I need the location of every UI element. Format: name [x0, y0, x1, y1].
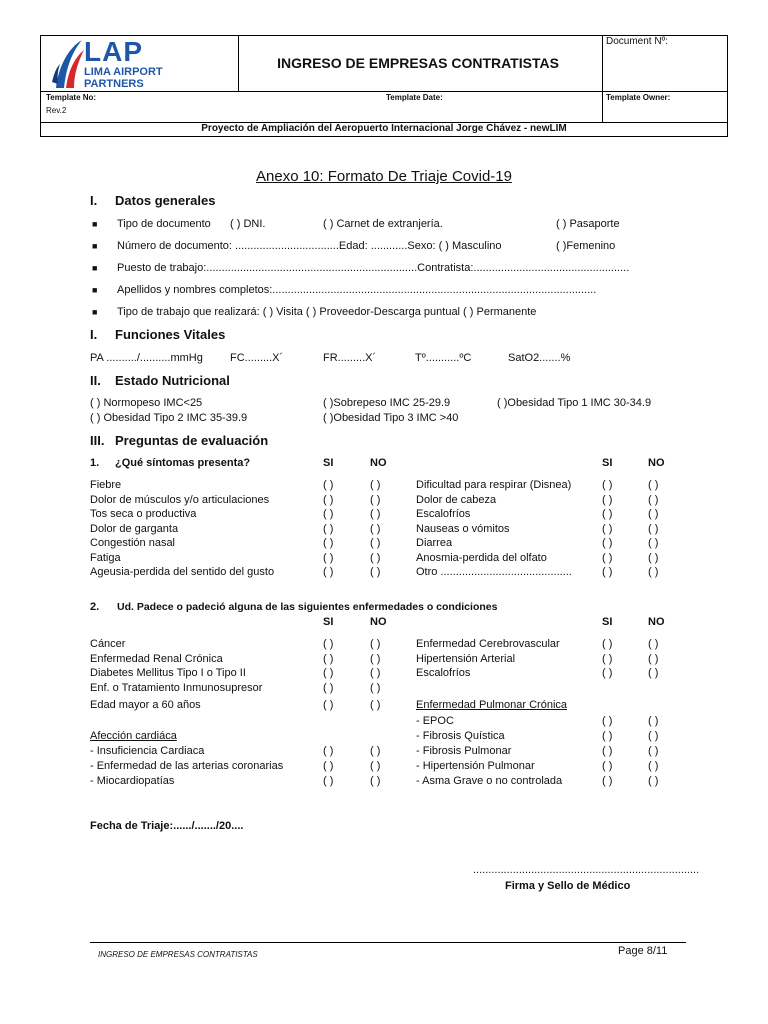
condition-label: Cáncer — [90, 638, 126, 650]
no-checkbox[interactable]: ( ) — [648, 537, 659, 549]
si-checkbox[interactable]: ( ) — [602, 730, 613, 742]
symptom-label: Dificultad para respirar (Disnea) — [416, 479, 572, 491]
no-header: NO — [370, 457, 387, 469]
no-checkbox[interactable]: ( ) — [648, 775, 659, 787]
page-number: Page 8/11 — [618, 945, 668, 957]
symptom-label: Anosmia-perdida del olfato — [416, 551, 547, 564]
no-checkbox[interactable]: ( ) — [648, 715, 659, 727]
si-checkbox[interactable]: ( ) — [323, 682, 334, 694]
si-checkbox[interactable]: ( ) — [323, 537, 334, 549]
tipo-trabajo-field[interactable]: Tipo de trabajo que realizará: ( ) Visita ( ) Proveedor-Descarga puntual ( ) Permanente — [117, 306, 537, 318]
sobrepeso-option[interactable]: ( )Sobrepeso IMC 25-29.9 — [323, 397, 451, 409]
no-checkbox[interactable]: ( ) — [370, 775, 381, 787]
section-num: I. — [90, 327, 98, 342]
template-date-label: Template Date: — [386, 93, 443, 102]
no-checkbox[interactable]: ( ) — [648, 760, 659, 772]
rev-label: Rev.2 — [46, 106, 67, 115]
si-checkbox[interactable]: ( ) — [323, 493, 334, 506]
project-name: Proyecto de Ampliación del Aeropuerto Internacional Jorge Chávez - newLIM — [201, 123, 567, 134]
symptom-label: Diarrea — [416, 537, 453, 549]
normopeso-option[interactable]: ( ) Normopeso IMC<25 — [90, 397, 203, 409]
si-checkbox[interactable]: ( ) — [602, 537, 613, 549]
symptom-label: Dolor de garganta — [90, 522, 179, 535]
condition-label: Enfermedad Cerebrovascular — [416, 638, 560, 650]
si-header: SI — [323, 457, 334, 469]
section-heading-funciones: Funciones Vitales — [115, 327, 226, 342]
no-checkbox[interactable]: ( ) — [648, 745, 659, 757]
no-checkbox[interactable]: ( ) — [370, 566, 381, 578]
section-heading-nutricional: Estado Nutricional — [115, 373, 230, 388]
form-title: Anexo 10: Formato De Triaje Covid-19 — [256, 168, 512, 185]
no-checkbox[interactable]: ( ) — [370, 508, 381, 520]
symptom-label: Dolor de cabeza — [416, 493, 497, 506]
condition-label: Escalofríos — [416, 667, 471, 679]
si-checkbox[interactable]: ( ) — [323, 479, 334, 491]
logo-lap-text: LAP — [84, 36, 143, 67]
symptom-label: Escalofríos — [416, 508, 471, 520]
no-checkbox[interactable]: ( ) — [370, 551, 381, 564]
obesidad2-option[interactable]: ( ) Obesidad Tipo 2 IMC 35-39.9 — [90, 412, 248, 424]
bullet-icon: ■ — [92, 219, 98, 229]
apellidos-field[interactable]: Apellidos y nombres completos:.......................................................................................................... — [117, 284, 597, 296]
condition-label: Enfermedad Renal Crónica — [90, 653, 223, 665]
lap-logo — [52, 38, 202, 90]
no-checkbox[interactable]: ( ) — [370, 745, 381, 757]
section-heading-datos: Datos generales — [115, 193, 216, 208]
temp-field[interactable]: Tº...........ºC — [415, 352, 472, 364]
no-checkbox[interactable]: ( ) — [370, 760, 381, 772]
sat-field[interactable]: SatO2.......% — [508, 352, 571, 364]
pulmonary-condition-label: - Fibrosis Quística — [416, 730, 505, 742]
si-checkbox[interactable]: ( ) — [323, 653, 334, 665]
firma-label: Firma y Sello de Médico — [505, 880, 631, 892]
template-owner-label: Template Owner: — [606, 93, 671, 102]
si-checkbox[interactable]: ( ) — [602, 638, 613, 650]
no-checkbox[interactable]: ( ) — [648, 479, 659, 491]
bullet-icon: ■ — [92, 285, 98, 295]
no-checkbox[interactable]: ( ) — [648, 652, 659, 665]
obesidad1-option[interactable]: ( )Obesidad Tipo 1 IMC 30-34.9 — [497, 397, 652, 409]
bullet-icon: ■ — [92, 307, 98, 317]
pulmonary-condition-label: - Asma Grave o no controlada — [416, 775, 563, 787]
obesidad3-option[interactable]: ( )Obesidad Tipo 3 IMC >40 — [323, 412, 459, 424]
no-checkbox[interactable]: ( ) — [648, 566, 659, 578]
si-checkbox[interactable]: ( ) — [602, 715, 613, 727]
tipo-doc-pasaporte[interactable]: ( ) Pasaporte — [556, 218, 620, 230]
template-no-label: Template No: — [46, 93, 97, 102]
symptom-label: Tos seca o productiva — [90, 508, 197, 520]
header-title: INGRESO DE EMPRESAS CONTRATISTAS — [277, 55, 559, 71]
condition-label: Hipertensión Arterial — [416, 652, 516, 665]
si-checkbox[interactable]: ( ) — [323, 508, 334, 520]
si-checkbox[interactable]: ( ) — [602, 566, 613, 578]
pulmonary-condition-label: - EPOC — [416, 715, 454, 727]
no-checkbox[interactable]: ( ) — [370, 667, 381, 679]
symptom-label: Fiebre — [90, 479, 122, 491]
fc-field[interactable]: FC.........X´ — [230, 352, 284, 364]
logo-line1: LIMA AIRPORT — [84, 66, 163, 78]
numero-documento-field[interactable]: Número de documento: ..................................Edad: ............Sexo: ( ) Masculino — [117, 240, 502, 252]
symptom-label: Otro ........................................... — [416, 566, 572, 578]
no-checkbox[interactable]: ( ) — [370, 537, 381, 549]
symptom-label: Ageusia-perdida del sentido del gusto — [90, 566, 275, 578]
si-checkbox[interactable]: ( ) — [323, 638, 334, 650]
no-checkbox[interactable]: ( ) — [648, 508, 659, 520]
si-checkbox[interactable]: ( ) — [323, 775, 334, 787]
no-checkbox[interactable]: ( ) — [648, 667, 659, 679]
pa-field[interactable]: PA ........../..........mmHg — [90, 352, 203, 364]
symptom-label: Dolor de músculos y/o articulaciones — [90, 493, 270, 506]
no-checkbox[interactable]: ( ) — [370, 699, 381, 711]
cardiac-condition-label: - Enfermedad de las arterias coronarias — [90, 760, 284, 772]
fr-field[interactable]: FR.........X´ — [323, 352, 377, 364]
no-checkbox[interactable]: ( ) — [370, 493, 381, 506]
header-divider — [41, 91, 727, 92]
condition-label: Enf. o Tratamiento Inmunosupresor — [90, 682, 263, 694]
tipo-doc-carnet[interactable]: ( ) Carnet de extranjería. — [323, 218, 443, 230]
no-checkbox[interactable]: ( ) — [648, 493, 659, 506]
si-header: SI — [602, 616, 613, 628]
si-checkbox[interactable]: ( ) — [602, 652, 613, 665]
cardiac-condition-label: - Insuficiencia Cardiaca — [90, 745, 205, 757]
condition-label: Diabetes Mellitus Tipo I o Tipo II — [90, 667, 246, 679]
pulmonary-condition-label: - Fibrosis Pulmonar — [416, 745, 512, 757]
no-checkbox[interactable]: ( ) — [370, 479, 381, 491]
bullet-icon: ■ — [92, 241, 98, 251]
no-checkbox[interactable]: ( ) — [370, 522, 381, 535]
document-no-label: Document Nº: — [606, 36, 669, 47]
si-checkbox[interactable]: ( ) — [602, 745, 613, 757]
no-checkbox[interactable]: ( ) — [648, 638, 659, 650]
si-header: SI — [323, 616, 334, 628]
question-num: 1. — [90, 457, 100, 469]
tipo-doc-label: Tipo de documento — [117, 218, 211, 230]
si-header: SI — [602, 457, 613, 469]
logo-line2: PARTNERS — [84, 78, 144, 90]
no-header: NO — [370, 616, 387, 628]
si-checkbox[interactable]: ( ) — [323, 745, 334, 757]
firma-line[interactable]: .......................................................................... — [473, 864, 700, 876]
header-divider — [602, 36, 603, 122]
no-checkbox[interactable]: ( ) — [648, 730, 659, 742]
symptom-label: Fatiga — [90, 551, 121, 564]
tipo-doc-dni[interactable]: ( ) DNI. — [230, 218, 266, 230]
si-checkbox[interactable]: ( ) — [602, 508, 613, 520]
lap-wing-icon — [52, 38, 86, 90]
footer-rule — [90, 942, 686, 943]
section-num: I. — [90, 193, 98, 208]
symptom-label: Nauseas o vómitos — [416, 522, 510, 535]
afeccion-cardiaca-title: Afección cardiáca — [90, 730, 177, 742]
si-checkbox[interactable]: ( ) — [323, 522, 334, 535]
si-checkbox[interactable]: ( ) — [323, 566, 334, 578]
no-header: NO — [648, 616, 665, 628]
symptom-label: Congestión nasal — [90, 537, 176, 549]
no-checkbox[interactable]: ( ) — [648, 522, 659, 535]
bullet-icon: ■ — [92, 263, 98, 273]
si-checkbox[interactable]: ( ) — [323, 699, 334, 711]
si-checkbox[interactable]: ( ) — [323, 667, 334, 679]
sexo-femenino[interactable]: ( )Femenino — [556, 240, 616, 252]
section-num: III. — [90, 433, 105, 448]
puesto-trabajo-field[interactable]: Puesto de trabajo:.....................................................................Contratista:................................................... — [117, 262, 630, 274]
si-checkbox[interactable]: ( ) — [602, 760, 613, 772]
si-checkbox[interactable]: ( ) — [323, 551, 334, 564]
si-checkbox[interactable]: ( ) — [602, 479, 613, 491]
cardiac-condition-label: - Miocardiopatías — [90, 775, 175, 787]
no-checkbox[interactable]: ( ) — [370, 638, 381, 650]
section-heading-preguntas: Preguntas de evaluación — [115, 433, 269, 448]
question-1-text: ¿Qué síntomas presenta? — [115, 457, 251, 469]
header-divider — [41, 136, 727, 137]
no-checkbox[interactable]: ( ) — [370, 653, 381, 665]
si-checkbox[interactable]: ( ) — [602, 551, 613, 564]
si-checkbox[interactable]: ( ) — [602, 775, 613, 787]
no-checkbox[interactable]: ( ) — [648, 551, 659, 564]
question-num: 2. — [90, 601, 100, 613]
pulmonary-condition-label: - Hipertensión Pulmonar — [416, 760, 535, 772]
si-checkbox[interactable]: ( ) — [602, 522, 613, 535]
section-num: II. — [90, 373, 101, 388]
no-header: NO — [648, 457, 665, 469]
condition-label: Edad mayor a 60 años — [90, 699, 201, 711]
footer-left: INGRESO DE EMPRESAS CONTRATISTAS — [98, 950, 258, 959]
fecha-triaje-field[interactable]: Fecha de Triaje:....../......./20.... — [90, 820, 244, 832]
si-checkbox[interactable]: ( ) — [602, 493, 613, 506]
si-checkbox[interactable]: ( ) — [323, 760, 334, 772]
si-checkbox[interactable]: ( ) — [602, 667, 613, 679]
no-checkbox[interactable]: ( ) — [370, 682, 381, 694]
pulmonar-cronica-title: Enfermedad Pulmonar Crónica — [416, 699, 568, 711]
question-2-text: Ud. Padece o padeció alguna de las siguientes enfermedades o condiciones — [117, 601, 498, 613]
